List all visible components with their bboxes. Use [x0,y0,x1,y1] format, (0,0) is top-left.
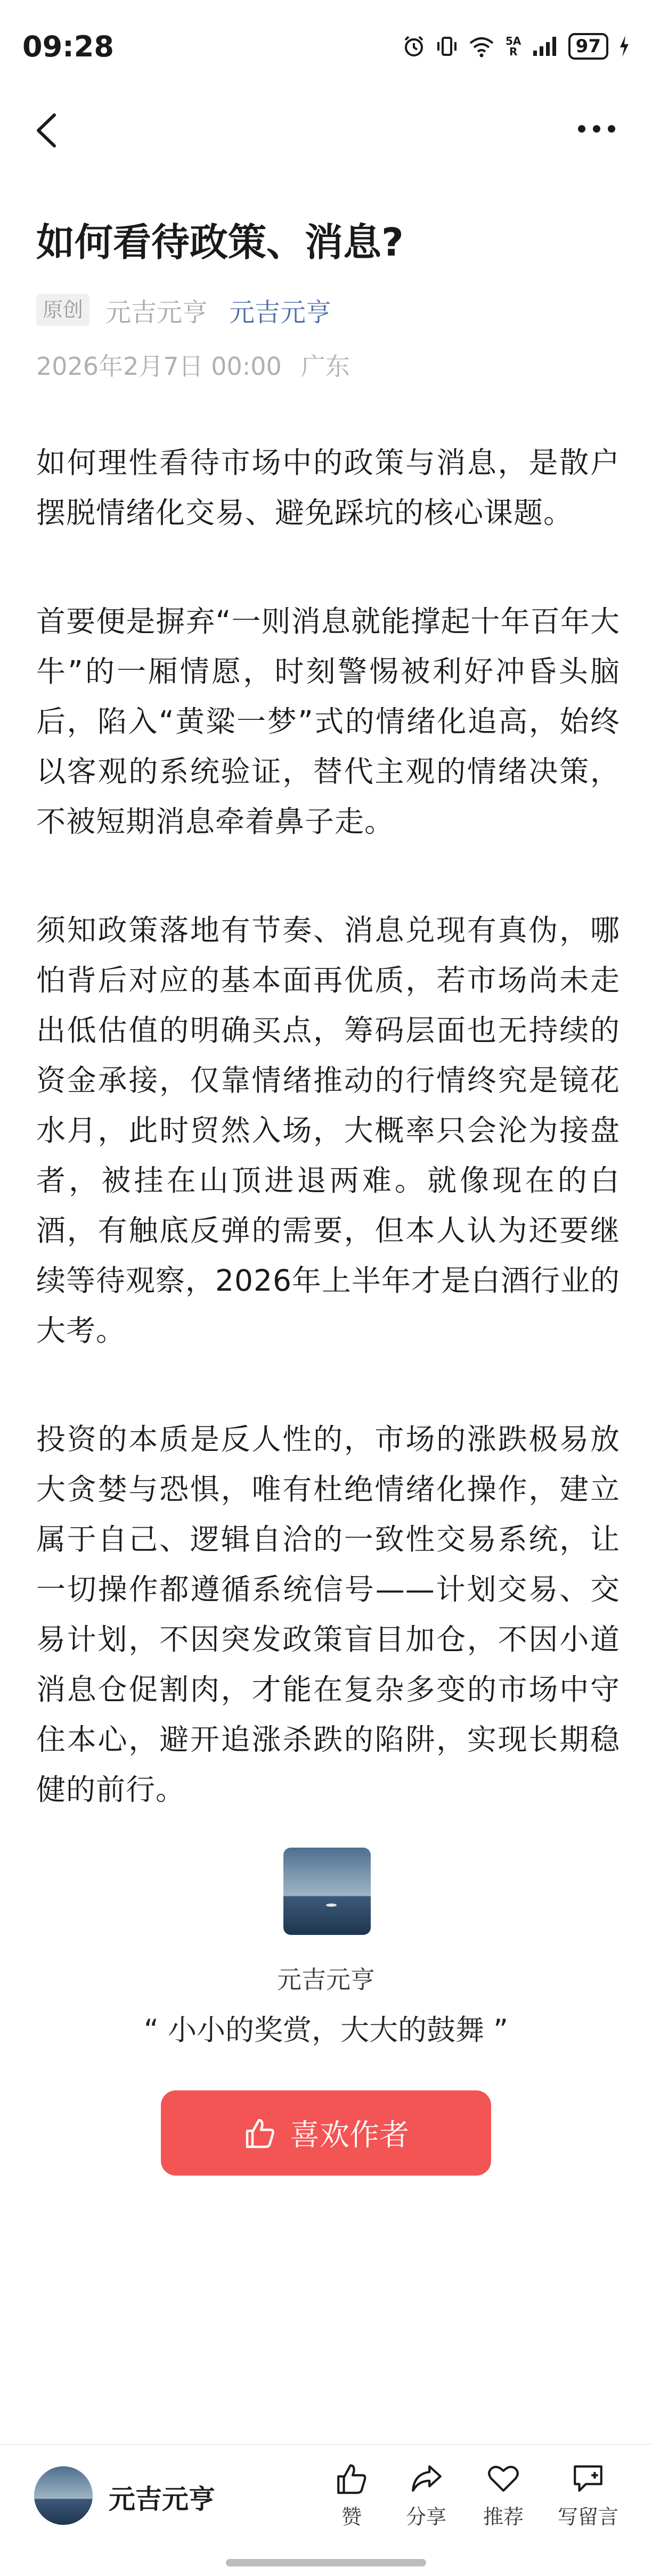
battery-icon: 97 [568,33,608,60]
publish-location: 广东 [300,352,350,381]
bottom-bar [0,2444,652,2576]
reward-quote: “ 小小的奖赏，大大的鼓舞 ” [143,2013,509,2047]
comment-icon [570,2461,606,2496]
paragraph: 首要便是摒弃“一则消息就能撑起十年百年大牛”的一厢情愿，时刻警惕被利好冲昏头脑后，陷入“黄粱一梦”式的情绪化追高，始终以客观的系统验证，替代主观的情绪决策，不被短期消息牵着鼻子走。 [36,604,620,839]
paragraph: 如何理性看待市场中的政策与消息，是散户摆脱情绪化交易、避免踩坑的核心课题。 [36,446,620,530]
signal-type [504,36,523,57]
heart-icon [486,2461,521,2496]
publish-date: 2026年2月7日 00:00 [36,352,282,381]
alarm-icon [402,35,426,58]
status-time: 09:28 [22,30,114,63]
signal-icon [532,36,559,57]
author-name-gray: 元吉元亨 [105,297,208,327]
recommend-action[interactable] [466,2461,541,2530]
wifi-icon [468,35,495,58]
like-author-label: 喜欢作者 [290,2118,409,2153]
share-action[interactable] [389,2461,463,2530]
home-indicator[interactable] [226,2559,426,2566]
article-meta [36,293,331,327]
vibrate-icon [435,35,459,58]
recommend-action-label: 推荐 [483,2505,524,2529]
reward-author-name: 元吉元亨 [277,1965,375,1994]
charging-icon [618,35,631,58]
original-badge: 原创 [36,294,89,326]
signal-type-bottom: R [509,45,518,58]
thumbs-up-icon [243,2116,277,2150]
more-dots-icon[interactable] [575,118,618,140]
publish-info [36,347,350,382]
comment-action[interactable] [551,2461,625,2530]
signal-type-top: 5A [505,35,521,47]
share-icon [409,2461,444,2496]
status-icons [402,33,631,60]
article-title: 如何看待政策、消息? [36,220,404,265]
chevron-left-icon[interactable] [31,112,63,149]
paragraph: 投资的本质是反人性的，市场的涨跌极易放大贪婪与恐惧，唯有杜绝情绪化操作，建立属于自己、逻辑自洽的一致性交易系统，让一切操作都遵循系统信号——计划交易、交易计划，不因突发政策盲目加仓，不因小道消息仓促割肉，才能在复杂多变的市场中守住本心，避开追涨杀跌的陷阱，实现长期稳健的前行。 [36,1422,620,1807]
paragraph: 须知政策落地有节奏、消息兑现有真伪，哪怕背后对应的基本面再优质，若市场尚未走出低估值的明确买点，筹码层面也无持续的资金承接，仅靠情绪推动的行情终究是镜花水月，此时贸然入场，大概率只会沦为接盘者，被挂在山顶进退两难。就像现在的白酒，有触底反弹的需要，但本人认为还要继续等待观察，2026年上半年才是白酒行业的大考。 [36,913,620,1348]
thumbs-up-icon [334,2461,369,2496]
author-link[interactable]: 元吉元亨 [229,297,332,327]
author-avatar[interactable] [283,1848,371,1935]
nav-bar [0,96,652,165]
bottom-author-avatar[interactable] [34,2466,93,2525]
comment-action-label: 写留言 [557,2505,618,2529]
like-author-button[interactable] [161,2090,491,2176]
article-content [36,438,620,1873]
share-action-label: 分享 [405,2505,446,2529]
status-bar [0,0,652,96]
bottom-author-name[interactable]: 元吉元亨 [109,2484,215,2515]
like-action[interactable] [314,2461,389,2530]
like-action-label: 赞 [341,2505,362,2529]
